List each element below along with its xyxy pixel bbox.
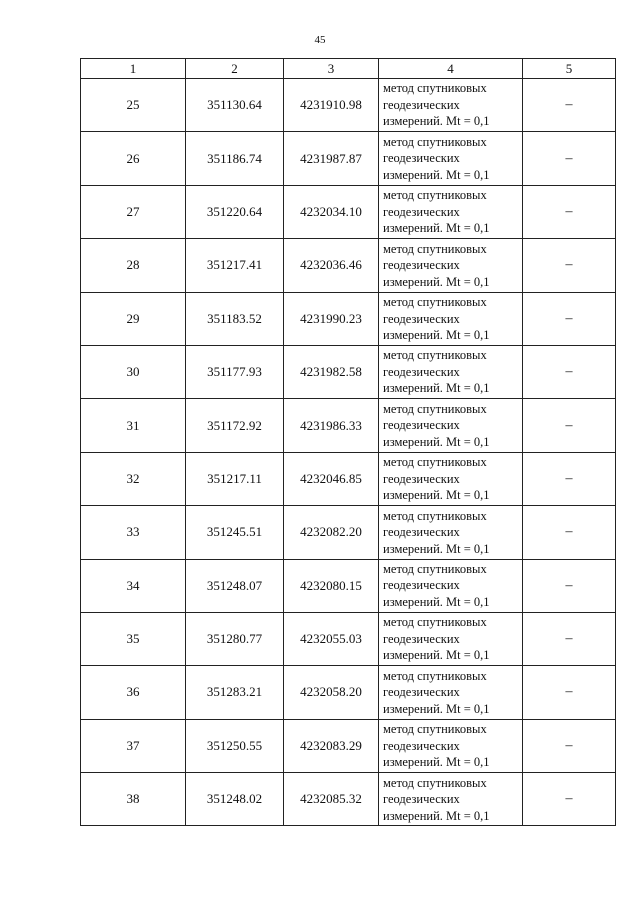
x-coordinate-cell: 351186.74: [186, 132, 284, 185]
y-coordinate-cell: 4231982.58: [284, 345, 379, 398]
method-line: метод спутниковых: [383, 295, 487, 309]
method-line: метод спутниковых: [383, 508, 487, 523]
method-line: метод спутниковых: [383, 348, 487, 363]
point-number-cell: 34: [81, 559, 186, 612]
page-number: 45: [314, 34, 326, 46]
method-line: измерений. Mt = 0,1: [383, 274, 490, 289]
method-line: измерений. Mt = 0,1: [383, 114, 490, 129]
method-line: геодезических: [383, 685, 460, 700]
method-cell: [379, 79, 523, 132]
note-cell: –: [523, 452, 616, 505]
method-line: измерений. Mt = 0,1: [383, 328, 490, 342]
x-coordinate-cell: 351283.21: [186, 666, 284, 719]
table-row: [81, 185, 616, 238]
method-line: геодезических: [383, 311, 460, 326]
method-line: измерений. Mt = 0,1: [383, 381, 490, 396]
method-line: метод спутниковых: [383, 188, 487, 203]
note-cell: –: [523, 345, 616, 398]
table-row: [81, 292, 616, 345]
method-line: геодезических: [383, 792, 460, 807]
note-cell: –: [523, 292, 616, 345]
note-cell: –: [523, 773, 616, 826]
header-col-5: 5: [523, 59, 616, 79]
x-coordinate-cell: 351172.92: [186, 399, 284, 452]
method-line: метод спутниковых: [383, 668, 487, 683]
point-number-cell: 38: [81, 773, 186, 826]
method-line: геодезических: [383, 738, 460, 753]
point-number-cell: 27: [81, 185, 186, 238]
method-line: измерений. Mt = 0,1: [383, 701, 490, 716]
point-number-cell: 37: [81, 719, 186, 772]
method-line: измерений. Mt = 0,1: [383, 488, 490, 503]
note-cell: –: [523, 399, 616, 452]
x-coordinate-cell: 351130.64: [186, 79, 284, 132]
method-line: геодезических: [383, 418, 460, 433]
table-row: [81, 452, 616, 505]
y-coordinate-cell: 4231910.98: [284, 79, 379, 132]
method-cell: [379, 559, 523, 612]
method-cell: [379, 239, 523, 292]
point-number-cell: 35: [81, 612, 186, 665]
method-cell: [379, 719, 523, 772]
method-line: измерений. Mt = 0,1: [383, 221, 490, 236]
method-line: геодезических: [383, 471, 460, 486]
note-cell: –: [523, 132, 616, 185]
note-cell: –: [523, 666, 616, 719]
y-coordinate-cell: 4232055.03: [284, 612, 379, 665]
header-col-4: 4: [379, 59, 523, 79]
table-header-row: [81, 59, 616, 79]
method-line: геодезических: [383, 578, 460, 593]
method-line: измерений. Mt = 0,1: [383, 648, 490, 663]
table-row: [81, 559, 616, 612]
point-number-cell: 36: [81, 666, 186, 719]
x-coordinate-cell: 351248.07: [186, 559, 284, 612]
table-row: [81, 612, 616, 665]
note-cell: –: [523, 79, 616, 132]
y-coordinate-cell: 4232082.20: [284, 506, 379, 559]
note-cell: –: [523, 239, 616, 292]
table-row: [81, 239, 616, 292]
method-cell: [379, 399, 523, 452]
method-line: измерений. Mt = 0,1: [383, 541, 490, 556]
note-cell: –: [523, 559, 616, 612]
method-line: геодезических: [383, 525, 460, 540]
method-line: измерений. Mt = 0,1: [383, 434, 490, 449]
point-number-cell: 29: [81, 292, 186, 345]
method-cell: [379, 612, 523, 665]
table-row: [81, 345, 616, 398]
point-number-cell: 25: [81, 79, 186, 132]
method-line: метод спутниковых: [383, 722, 487, 737]
method-line: измерений. Mt = 0,1: [383, 755, 490, 770]
method-line: метод спутниковых: [383, 615, 487, 630]
table-row: [81, 132, 616, 185]
header-col-3: 3: [284, 59, 379, 79]
method-line: метод спутниковых: [383, 401, 487, 416]
method-cell: [379, 773, 523, 826]
method-line: геодезических: [383, 204, 460, 219]
table-row: [81, 719, 616, 772]
x-coordinate-cell: 351250.55: [186, 719, 284, 772]
method-cell: [379, 506, 523, 559]
method-line: метод спутниковых: [383, 775, 487, 790]
coordinates-table: [80, 58, 616, 826]
method-line: метод спутниковых: [383, 134, 487, 149]
y-coordinate-cell: 4232058.20: [284, 666, 379, 719]
y-coordinate-cell: 4232036.46: [284, 239, 379, 292]
table-row: [81, 399, 616, 452]
x-coordinate-cell: 351217.11: [186, 452, 284, 505]
method-cell: [379, 185, 523, 238]
y-coordinate-cell: 4232034.10: [284, 185, 379, 238]
method-line: метод спутниковых: [383, 81, 487, 96]
method-line: метод спутниковых: [383, 241, 487, 256]
method-cell: [379, 452, 523, 505]
method-line: метод спутниковых: [383, 455, 487, 470]
point-number-cell: 32: [81, 452, 186, 505]
y-coordinate-cell: 4232083.29: [284, 719, 379, 772]
point-number-cell: 30: [81, 345, 186, 398]
method-line: геодезических: [383, 258, 460, 273]
point-number-cell: 26: [81, 132, 186, 185]
y-coordinate-cell: 4231987.87: [284, 132, 379, 185]
y-coordinate-cell: 4231990.23: [284, 292, 379, 345]
note-cell: –: [523, 506, 616, 559]
point-number-cell: 33: [81, 506, 186, 559]
y-coordinate-cell: 4231986.33: [284, 399, 379, 452]
x-coordinate-cell: 351217.41: [186, 239, 284, 292]
x-coordinate-cell: 351220.64: [186, 185, 284, 238]
header-col-2: 2: [186, 59, 284, 79]
table-body: [81, 79, 616, 826]
y-coordinate-cell: 4232046.85: [284, 452, 379, 505]
method-line: измерений. Mt = 0,1: [383, 167, 490, 182]
x-coordinate-cell: 351245.51: [186, 506, 284, 559]
method-line: измерений. Mt = 0,1: [383, 808, 490, 823]
method-cell: [379, 292, 523, 345]
method-line: геодезических: [383, 151, 460, 166]
method-line: метод спутниковых: [383, 561, 487, 576]
table-row: [81, 79, 616, 132]
point-number-cell: 28: [81, 239, 186, 292]
header-col-1: 1: [81, 59, 186, 79]
x-coordinate-cell: 351280.77: [186, 612, 284, 665]
table-row: [81, 506, 616, 559]
table-row: [81, 773, 616, 826]
method-line: геодезических: [383, 97, 460, 112]
method-cell: [379, 345, 523, 398]
point-number-cell: 31: [81, 399, 186, 452]
note-cell: –: [523, 719, 616, 772]
method-cell: [379, 666, 523, 719]
note-cell: –: [523, 612, 616, 665]
x-coordinate-cell: 351183.52: [186, 292, 284, 345]
y-coordinate-cell: 4232080.15: [284, 559, 379, 612]
method-line: геодезических: [383, 631, 460, 646]
method-cell: [379, 132, 523, 185]
method-line: геодезических: [383, 364, 460, 379]
method-line: измерений. Mt = 0,1: [383, 594, 490, 609]
x-coordinate-cell: 351248.02: [186, 773, 284, 826]
y-coordinate-cell: 4232085.32: [284, 773, 379, 826]
note-cell: –: [523, 185, 616, 238]
x-coordinate-cell: 351177.93: [186, 345, 284, 398]
table-row: [81, 666, 616, 719]
